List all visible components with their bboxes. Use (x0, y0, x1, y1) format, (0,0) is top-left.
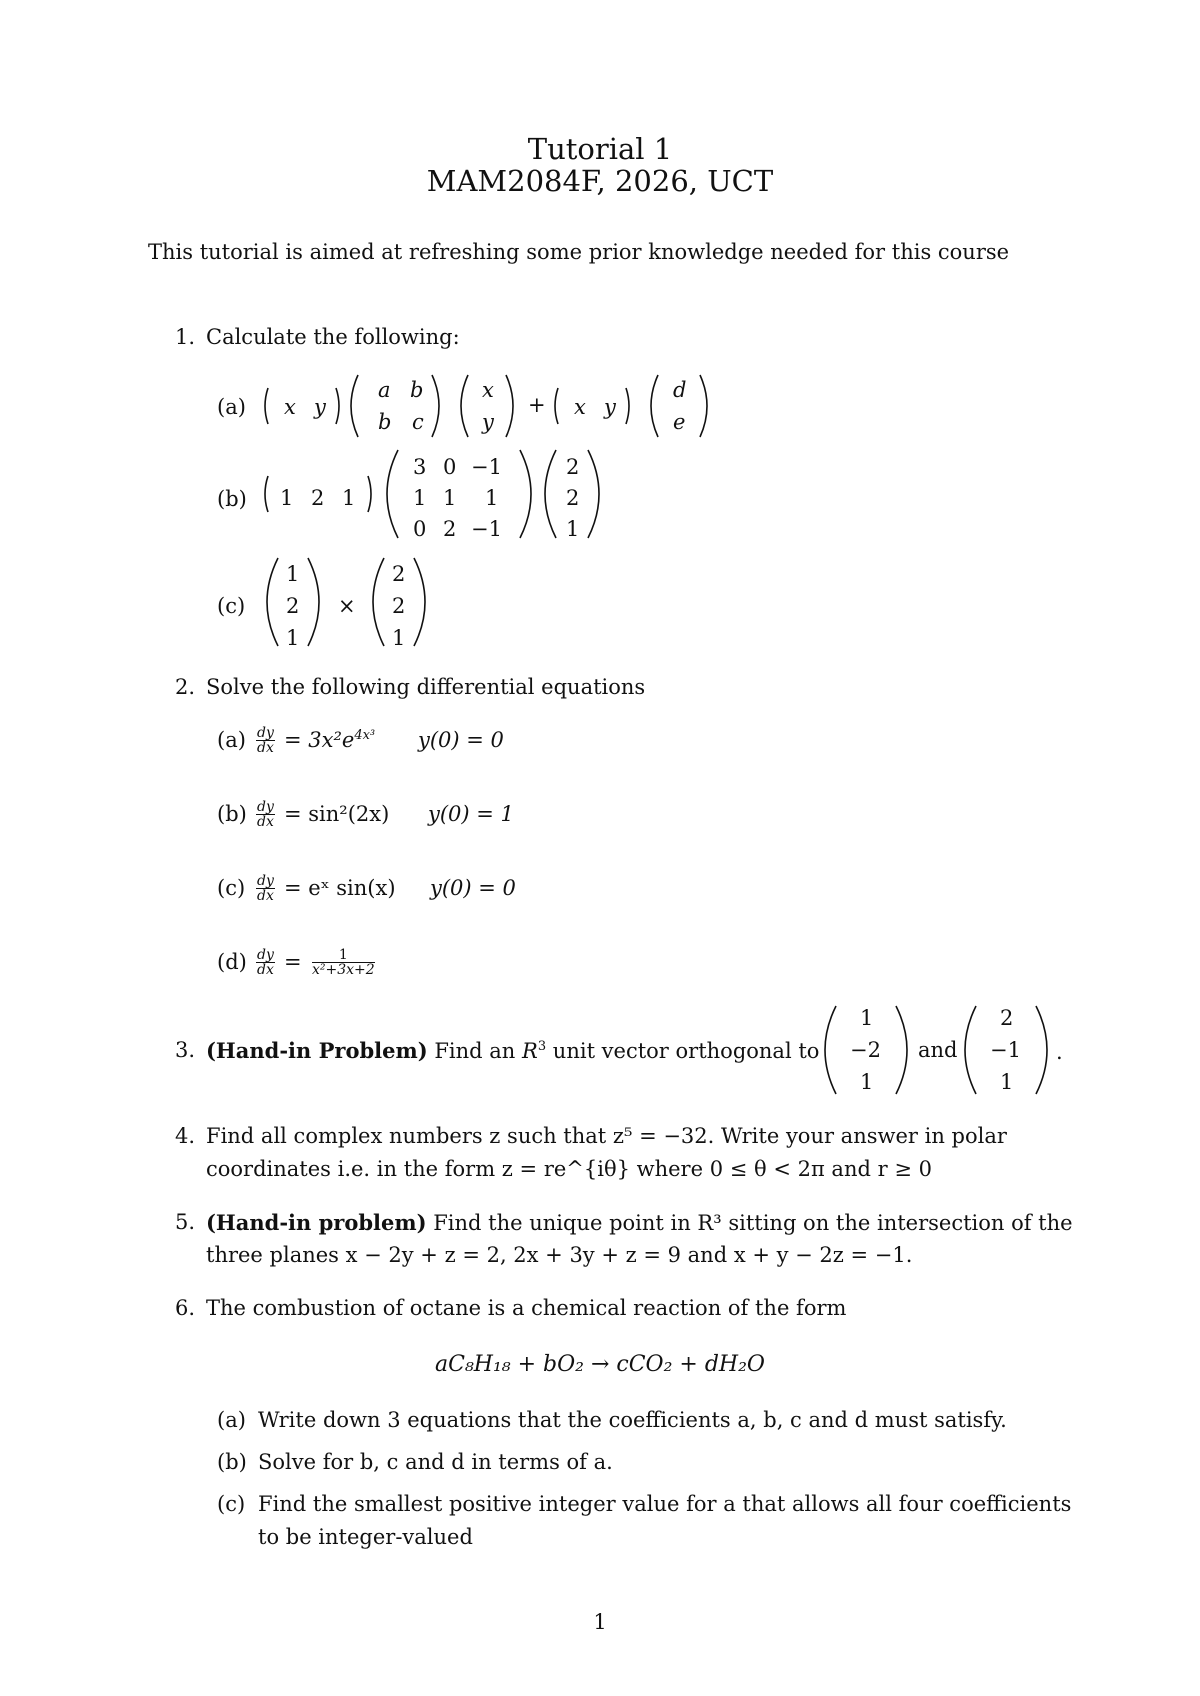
q1a-mat-11: a (378, 378, 391, 402)
q1b-row-1: 1 (280, 486, 294, 510)
q3-space-exp: 3 (537, 1039, 547, 1054)
q1b-mat-12: 0 (443, 455, 457, 479)
q2c-dx: dx (257, 888, 274, 904)
page-subtitle: MAM2084F, 2026, UCT (426, 164, 774, 198)
q1a-mat-12: b (410, 378, 424, 402)
q1b-mat-11: 3 (413, 455, 427, 479)
q1a-row-x: x (284, 395, 296, 419)
q3-vec2-3: 1 (1000, 1070, 1014, 1094)
q2d-fraction (312, 948, 375, 977)
q1c-times: × (338, 594, 356, 618)
q1b-vec-1: 2 (566, 455, 580, 479)
q1a-mat-21: b (378, 410, 392, 434)
q2-number: 2. (175, 675, 196, 699)
q1b-parens (0, 448, 1200, 548)
q1c-vec1-1: 1 (286, 562, 300, 586)
q1a-vec-x: x (482, 378, 494, 402)
q1c-vec2-3: 1 (392, 626, 406, 650)
q6a-label: (a) (217, 1408, 246, 1432)
q1b-vec-3: 1 (566, 517, 580, 541)
q4-line2: coordinates i.e. in the form z = re^{iθ} where 0 ≤ θ < 2π and r ≥ 0 (206, 1157, 932, 1181)
q2a-rhs-exp: 4x³ (354, 728, 376, 743)
q2b-dy: dy (257, 799, 274, 815)
q6b-label: (b) (217, 1450, 247, 1474)
q3-bold: (Hand-in Problem) (206, 1038, 428, 1063)
q2a-rhs (284, 728, 375, 752)
q5-bold: (Hand-in problem) (206, 1210, 427, 1235)
q3-text1: Find an (434, 1039, 516, 1063)
q1b-row-3: 1 (342, 486, 356, 510)
q6c-line1: Find the smallest positive integer value for a that allows all four coefficients (258, 1492, 1072, 1516)
q6-text: The combustion of octane is a chemical reaction of the form (206, 1296, 847, 1320)
q1a-plus: + (528, 393, 546, 417)
q2c-label: (c) (217, 876, 246, 900)
q1b-mat-23: 1 (485, 486, 499, 510)
q4-line1: Find all complex numbers z such that z⁵ = −32. Write your answer in polar (206, 1124, 1007, 1148)
q2a-rhs-base: = 3x²e (284, 728, 355, 752)
q1c-vec1-3: 1 (286, 626, 300, 650)
q2d-num: 1 (312, 948, 375, 963)
q2b-label: (b) (217, 802, 247, 826)
q5-line1-wrap (206, 1210, 1073, 1235)
q1-number: 1. (175, 325, 196, 349)
q2c-ic: y(0) = 0 (430, 876, 516, 900)
q1-text: Calculate the following: (206, 325, 460, 349)
q1a-row-y: y (314, 395, 326, 419)
q1b-vec-2: 2 (566, 486, 580, 510)
q3-vec1-3: 1 (860, 1070, 874, 1094)
q2c-derivative (256, 874, 275, 903)
q3-end: . (1056, 1040, 1063, 1064)
q6c-line2: to be integer-valued (258, 1525, 473, 1549)
q1b-row-2: 2 (311, 486, 325, 510)
q2d-dy: dy (257, 947, 274, 963)
q3-vec2-1: 2 (1000, 1006, 1014, 1030)
q1a-vec-y: y (482, 410, 494, 434)
q3-and: and (918, 1038, 958, 1062)
q2d-dx: dx (257, 962, 274, 978)
q1b-mat-32: 2 (443, 517, 457, 541)
q3-number: 3. (175, 1038, 196, 1062)
q1b-mat-22: 1 (443, 486, 457, 510)
q6a-text: Write down 3 equations that the coefficients a, b, c and d must satisfy. (258, 1408, 1007, 1432)
q2d-label: (d) (217, 950, 247, 974)
page-title: Tutorial 1 (527, 132, 673, 166)
q2b-ic: y(0) = 1 (428, 802, 514, 826)
q2b-derivative (256, 800, 275, 829)
q2-text: Solve the following differential equations (206, 675, 646, 699)
q2d-eq: = (284, 950, 302, 974)
q3-vec1-2: −2 (850, 1038, 881, 1062)
q2c-rhs: = eˣ sin(x) (284, 876, 396, 900)
q1c-vec1-2: 2 (286, 594, 300, 618)
q1b-mat-31: 0 (413, 517, 427, 541)
q5-line1: Find the unique point in R³ sitting on the intersection of the (433, 1211, 1073, 1235)
q3-text2: unit vector orthogonal to (552, 1039, 820, 1063)
q1a-label: (a) (217, 395, 246, 419)
q2a-derivative (256, 726, 275, 755)
page-number: 1 (593, 1610, 607, 1634)
q3-vec1-1: 1 (860, 1006, 874, 1030)
q3-space: R (522, 1039, 538, 1063)
q2a-dy: dy (257, 725, 274, 741)
q1a-vec2-d: d (673, 378, 687, 402)
q1b-mat-13: −1 (471, 455, 502, 479)
q2a-ic: y(0) = 0 (418, 728, 504, 752)
q2b-dx: dx (257, 814, 274, 830)
q1a-row2-x: x (574, 395, 586, 419)
q2b-rhs: = sin²(2x) (284, 802, 390, 826)
q1b-label: (b) (217, 487, 247, 511)
q6c-label: (c) (217, 1492, 246, 1516)
q1c-label: (c) (217, 594, 246, 618)
q2d-derivative (256, 948, 275, 977)
q2a-dx: dx (257, 740, 274, 756)
q5-number: 5. (175, 1210, 196, 1234)
q5-line2: three planes x − 2y + z = 2, 2x + 3y + z = 9 and x + y − 2z = −1. (206, 1243, 913, 1267)
q6-number: 6. (175, 1296, 196, 1320)
q1c-parens (0, 556, 1200, 656)
q1b-mat-33: −1 (471, 517, 502, 541)
q2a-label: (a) (217, 728, 246, 752)
q1c-vec2-1: 2 (392, 562, 406, 586)
q2d-den: x²+3x+2 (312, 962, 375, 978)
q3-vec2-2: −1 (990, 1038, 1021, 1062)
q1c-vec2-2: 2 (392, 594, 406, 618)
q1b-mat-21: 1 (413, 486, 427, 510)
q1a-mat-22: c (412, 410, 424, 434)
intro-text: This tutorial is aimed at refreshing some prior knowledge needed for this course (148, 240, 1010, 264)
q1a-row2-y: y (604, 395, 616, 419)
q1a-vec2-e: e (673, 410, 686, 434)
q4-number: 4. (175, 1124, 196, 1148)
q6-equation: aC₈H₁₈ + bO₂ → cCO₂ + dH₂O (435, 1352, 765, 1377)
q2c-dy: dy (257, 873, 274, 889)
q6b-text: Solve for b, c and d in terms of a. (258, 1450, 613, 1474)
